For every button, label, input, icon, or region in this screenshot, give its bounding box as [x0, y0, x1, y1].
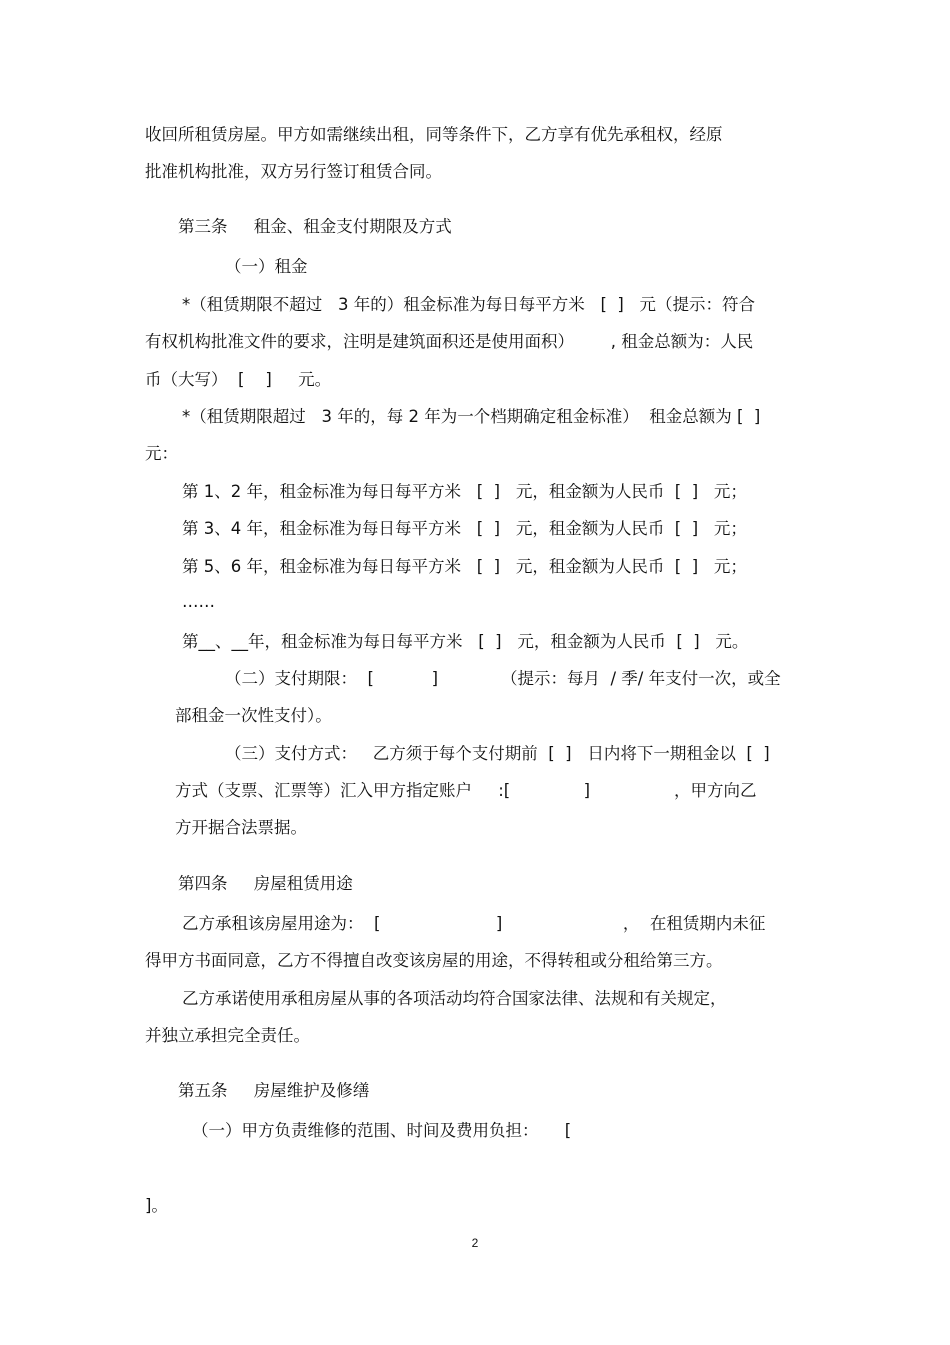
text-line: 乙方承租该房屋用途为： [ ] ， 在租赁期内未征	[182, 914, 766, 933]
text-line: 乙方承诺使用承租房屋从事的各项活动均符合国家法律、法规和有关规定，	[182, 989, 727, 1008]
text-line: 第 3、4 年，租金标准为每日每平方米 [ ] 元，租金额为人民币 [ ] 元；	[182, 519, 747, 538]
text-line: 并独立承担完全责任。	[145, 1026, 310, 1045]
text-line: 币（大写） [ ] 元。	[145, 370, 332, 389]
page-number: 2	[471, 1236, 479, 1250]
text-line: 第__、__年，租金标准为每日每平方米 [ ] 元，租金额为人民币 [ ] 元。	[182, 632, 749, 651]
text-line: 方式（支票、汇票等）汇入甲方指定账户 :[ ] ，甲方向乙	[175, 781, 757, 800]
text-line: ……	[182, 592, 215, 611]
text-line: 方开据合法票据。	[175, 818, 307, 837]
text-line: （三）支付方式： 乙方须于每个支付期前 [ ] 日内将下一期租金以 [ ]	[225, 744, 770, 763]
text-line: 得甲方书面同意，乙方不得擅自改变该房屋的用途，不得转租或分租给第三方。	[145, 951, 723, 970]
text-line: ]。	[145, 1196, 168, 1215]
section-heading: 第五条 房屋维护及修缮	[178, 1081, 370, 1100]
text-line: 元：	[145, 444, 178, 463]
text-line: 收回所租赁房屋。甲方如需继续出租，同等条件下，乙方享有优先承租权，经原	[145, 125, 723, 144]
text-line: 第 5、6 年，租金标准为每日每平方米 [ ] 元，租金额为人民币 [ ] 元；	[182, 557, 747, 576]
subsection-heading: （一）甲方负责维修的范围、时间及费用负担： [	[192, 1121, 572, 1140]
text-line: 批准机构批准，双方另行签订租赁合同。	[145, 162, 442, 181]
text-line: 有权机构批准文件的要求，注明是建筑面积还是使用面积） , 租金总额为：人民	[145, 332, 754, 351]
text-line: *（租赁期限超过 3 年的，每 2 年为一个档期确定租金标准） 租金总额为 [ ]	[182, 407, 761, 426]
section-heading: 第三条 租金、租金支付期限及方式	[178, 217, 452, 236]
subsection-heading: （一）租金	[225, 257, 308, 276]
text-line: （二）支付期限： [ ] （提示：每月 / 季/ 年支付一次，或全	[225, 669, 781, 688]
text-line: 部租金一次性支付）。	[175, 706, 332, 725]
text-line: *（租赁期限不超过 3 年的）租金标准为每日每平方米 [ ] 元（提示：符合	[182, 295, 756, 314]
section-heading: 第四条 房屋租赁用途	[178, 874, 353, 893]
text-line: 第 1、2 年，租金标准为每日每平方米 [ ] 元，租金额为人民币 [ ] 元；	[182, 482, 747, 501]
